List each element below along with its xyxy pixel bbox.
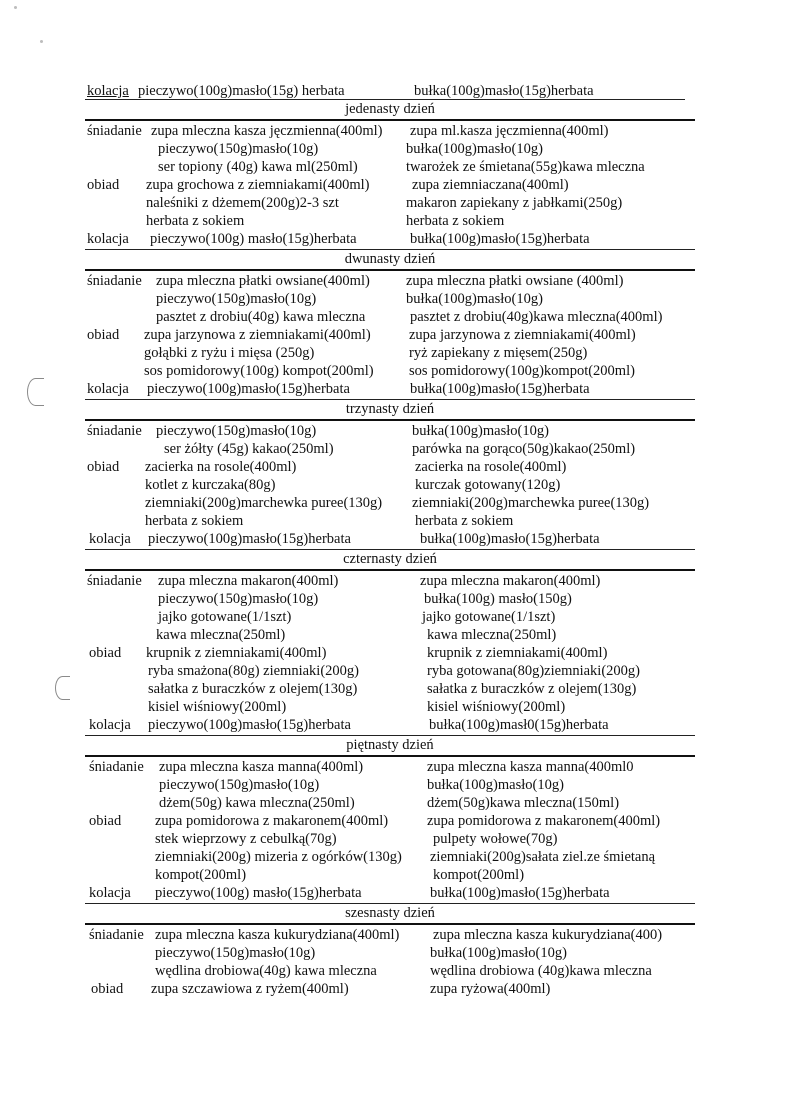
meal-label: śniadanie — [87, 273, 142, 289]
scan-speck — [40, 40, 43, 43]
menu-standard: wędlina drobiowa(40g) kawa mleczna — [155, 963, 377, 979]
menu-row — [0, 644, 800, 662]
menu-row — [0, 662, 800, 680]
day-title: czternasty dzień — [343, 551, 437, 567]
menu-row — [0, 776, 800, 794]
menu-row — [0, 866, 800, 884]
menu-diet: pulpety wołowe(70g) — [433, 831, 558, 847]
menu-row — [0, 512, 800, 530]
divider — [85, 569, 695, 571]
menu-standard: zupa mleczna kasza manna(400ml) — [159, 759, 364, 775]
menu-standard: ryba smażona(80g) ziemniaki(200g) — [148, 663, 359, 679]
menu-diet: bułka(100g)masło(10g) — [412, 423, 549, 439]
menu-row — [0, 830, 800, 848]
menu-diet: twarożek ze śmietana(55g)kawa mleczna — [406, 159, 645, 175]
menu-row — [0, 422, 800, 440]
menu-diet: bułka(100g)masło(15g)herbata — [410, 231, 590, 247]
menu-standard: zupa mleczna kasza kukurydziana(400ml) — [155, 927, 400, 943]
menu-diet: pasztet z drobiu(40g)kawa mleczna(400ml) — [410, 309, 663, 325]
day-title: piętnasty dzień — [346, 737, 434, 753]
menu-row — [0, 158, 800, 176]
menu-diet: ziemniaki(200g)sałata ziel.ze śmietaną — [430, 849, 656, 865]
menu-row — [0, 794, 800, 812]
meal-label: obiad — [91, 981, 124, 997]
menu-row — [0, 812, 800, 830]
menu-row — [0, 716, 800, 734]
menu-diet: zupa pomidorowa z makaronem(400ml) — [427, 813, 661, 829]
menu-standard: ziemniaki(200g) mizeria z ogórków(130g) — [155, 849, 402, 865]
menu-standard: sałatka z buraczków z olejem(130g) — [148, 681, 358, 697]
menu-diet: sos pomidorowy(100g)kompot(200ml) — [409, 363, 635, 379]
menu-standard: pieczywo(150g)masło(10g) — [156, 423, 317, 439]
menu-row — [0, 82, 800, 100]
meal-label: śniadanie — [87, 123, 142, 139]
menu-row — [0, 476, 800, 494]
menu-standard: naleśniki z dżemem(200g)2-3 szt — [146, 195, 339, 211]
menu-row — [0, 440, 800, 458]
menu-diet: bułka(100g)masło(10g) — [406, 291, 543, 307]
meal-label: kolacja — [89, 531, 131, 547]
menu-row — [0, 212, 800, 230]
menu-row — [0, 344, 800, 362]
menu-row — [0, 530, 800, 548]
menu-standard: ziemniaki(200g)marchewka puree(130g) — [145, 495, 383, 511]
menu-diet: krupnik z ziemniakami(400ml) — [427, 645, 608, 661]
menu-standard: zacierka na rosole(400ml) — [145, 459, 297, 475]
menu-diet: kisiel wiśniowy(200ml) — [427, 699, 566, 715]
menu-standard: pieczywo(100g)masło(15g)herbata — [148, 717, 351, 733]
menu-standard: ser żółty (45g) kakao(250ml) — [164, 441, 334, 457]
menu-standard: krupnik z ziemniakami(400ml) — [146, 645, 327, 661]
menu-standard: pieczywo(150g)masło(10g) — [155, 945, 316, 961]
divider — [85, 119, 695, 121]
menu-row — [0, 494, 800, 512]
menu-row — [0, 962, 800, 980]
meal-label: śniadanie — [87, 573, 142, 589]
menu-row — [0, 362, 800, 380]
menu-standard: zupa mleczna płatki owsiane(400ml) — [156, 273, 370, 289]
menu-standard: pieczywo(100g) masło(15g)herbata — [150, 231, 357, 247]
menu-standard: pasztet z drobiu(40g) kawa mleczna — [156, 309, 366, 325]
menu-standard: pieczywo(150g)masło(10g) — [158, 591, 319, 607]
menu-diet: bułka(100g)masło(15g)herbata — [420, 531, 600, 547]
menu-standard: kotlet z kurczaka(80g) — [145, 477, 276, 493]
menu-diet: zupa ryżowa(400ml) — [430, 981, 551, 997]
divider — [85, 923, 695, 925]
menu-diet: dżem(50g)kawa mleczna(150ml) — [427, 795, 620, 811]
meal-label: obiad — [87, 327, 120, 343]
menu-diet: kawa mleczna(250ml) — [427, 627, 557, 643]
menu-diet: zupa mleczna kasza manna(400ml0 — [427, 759, 634, 775]
menu-standard: pieczywo(150g)masło(10g) — [159, 777, 320, 793]
menu-standard: kawa mleczna(250ml) — [156, 627, 286, 643]
menu-row — [0, 884, 800, 902]
menu-diet: zacierka na rosole(400ml) — [415, 459, 567, 475]
menu-diet: zupa mleczna kasza kukurydziana(400) — [433, 927, 663, 943]
menu-standard: sos pomidorowy(100g) kompot(200ml) — [144, 363, 374, 379]
menu-diet: herbata z sokiem — [406, 213, 505, 229]
menu-diet: jajko gotowane(1/1szt) — [422, 609, 556, 625]
menu-standard: gołąbki z ryżu i mięsa (250g) — [144, 345, 315, 361]
menu-diet: bułka(100g)masło(10g) — [406, 141, 543, 157]
day-title: szesnasty dzień — [345, 905, 435, 921]
menu-standard: herbata z sokiem — [146, 213, 245, 229]
menu-diet: zupa jarzynowa z ziemniakami(400ml) — [409, 327, 636, 343]
menu-row — [0, 380, 800, 398]
menu-diet: bułka(100g) masło(150g) — [424, 591, 572, 607]
menu-diet: zupa mleczna makaron(400ml) — [420, 573, 601, 589]
menu-diet: wędlina drobiowa (40g)kawa mleczna — [430, 963, 652, 979]
menu-row — [0, 680, 800, 698]
menu-row — [0, 590, 800, 608]
menu-row — [0, 980, 800, 998]
menu-standard: herbata z sokiem — [145, 513, 244, 529]
menu-standard: zupa grochowa z ziemniakami(400ml) — [146, 177, 370, 193]
menu-diet: bułka(100g)masło(15g)herbata — [414, 83, 594, 99]
scan-speck — [14, 6, 17, 9]
menu-diet: kompot(200ml) — [433, 867, 525, 883]
divider — [85, 419, 695, 421]
menu-row — [0, 122, 800, 140]
divider — [85, 269, 695, 271]
meal-label: obiad — [89, 813, 122, 829]
menu-diet: bułka(100g)masło(10g) — [427, 777, 564, 793]
divider — [85, 755, 695, 757]
menu-standard: pieczywo(100g)masło(15g) herbata — [138, 83, 345, 99]
menu-diet: ryba gotowana(80g)ziemniaki(200g) — [427, 663, 640, 679]
menu-row — [0, 572, 800, 590]
menu-diet: bułka(100g)masło(15g)herbata — [430, 885, 610, 901]
menu-row — [0, 308, 800, 326]
menu-standard: kompot(200ml) — [155, 867, 247, 883]
menu-diet: bułka(100g)masło(15g)herbata — [410, 381, 590, 397]
menu-standard: pieczywo(150g)masło(10g) — [156, 291, 317, 307]
day-title: dwunasty dzień — [344, 251, 436, 267]
meal-label: kolacja — [87, 231, 129, 247]
menu-diet: herbata z sokiem — [415, 513, 514, 529]
meal-label: kolacja — [89, 717, 131, 733]
menu-standard: zupa szczawiowa z ryżem(400ml) — [151, 981, 349, 997]
menu-row — [0, 272, 800, 290]
meal-label: śniadanie — [89, 759, 144, 775]
menu-standard: ser topiony (40g) kawa ml(250ml) — [158, 159, 358, 175]
day-title: jedenasty dzień — [345, 101, 435, 117]
menu-diet: ziemniaki(200g)marchewka puree(130g) — [412, 495, 650, 511]
menu-diet: sałatka z buraczków z olejem(130g) — [427, 681, 637, 697]
menu-row — [0, 944, 800, 962]
menu-diet: zupa ml.kasza jęczmienna(400ml) — [410, 123, 609, 139]
menu-standard: pieczywo(150g)masło(10g) — [158, 141, 319, 157]
menu-standard: zupa mleczna kasza jęczmienna(400ml) — [151, 123, 383, 139]
menu-row — [0, 326, 800, 344]
menu-diet: zupa ziemniaczana(400ml) — [412, 177, 569, 193]
menu-standard: dżem(50g) kawa mleczna(250ml) — [159, 795, 355, 811]
menu-row — [0, 458, 800, 476]
menu-row — [0, 926, 800, 944]
menu-row — [0, 758, 800, 776]
menu-diet: ryż zapiekany z mięsem(250g) — [409, 345, 588, 361]
menu-standard: pieczywo(100g)masło(15g)herbata — [147, 381, 350, 397]
meal-label: śniadanie — [87, 423, 142, 439]
menu-diet: parówka na gorąco(50g)kakao(250ml) — [412, 441, 636, 457]
menu-standard: zupa jarzynowa z ziemniakami(400ml) — [144, 327, 371, 343]
menu-standard: zupa pomidorowa z makaronem(400ml) — [155, 813, 389, 829]
menu-row — [0, 608, 800, 626]
menu-row — [0, 698, 800, 716]
meal-label: kolacja — [89, 885, 131, 901]
menu-standard: pieczywo(100g) masło(15g)herbata — [155, 885, 362, 901]
meal-label: kolacja — [87, 381, 129, 397]
menu-standard: jajko gotowane(1/1szt) — [158, 609, 292, 625]
menu-standard: pieczywo(100g)masło(15g)herbata — [148, 531, 351, 547]
menu-row — [0, 626, 800, 644]
menu-standard: kisiel wiśniowy(200ml) — [148, 699, 287, 715]
meal-label: obiad — [87, 177, 120, 193]
meal-label: kolacja — [87, 83, 129, 99]
menu-row — [0, 230, 800, 248]
menu-diet: zupa mleczna płatki owsiane (400ml) — [406, 273, 624, 289]
menu-standard: zupa mleczna makaron(400ml) — [158, 573, 339, 589]
menu-row — [0, 194, 800, 212]
menu-diet: bułka(100g)masł0(15g)herbata — [429, 717, 609, 733]
menu-row — [0, 290, 800, 308]
menu-diet: makaron zapiekany z jabłkami(250g) — [406, 195, 623, 211]
menu-row — [0, 140, 800, 158]
day-title: trzynasty dzień — [345, 401, 435, 417]
menu-diet: kurczak gotowany(120g) — [415, 477, 561, 493]
meal-label: obiad — [87, 459, 120, 475]
menu-standard: stek wieprzowy z cebulką(70g) — [155, 831, 337, 847]
menu-row — [0, 848, 800, 866]
meal-label: śniadanie — [89, 927, 144, 943]
menu-diet: bułka(100g)masło(10g) — [430, 945, 567, 961]
meal-label: obiad — [89, 645, 122, 661]
menu-row — [0, 176, 800, 194]
